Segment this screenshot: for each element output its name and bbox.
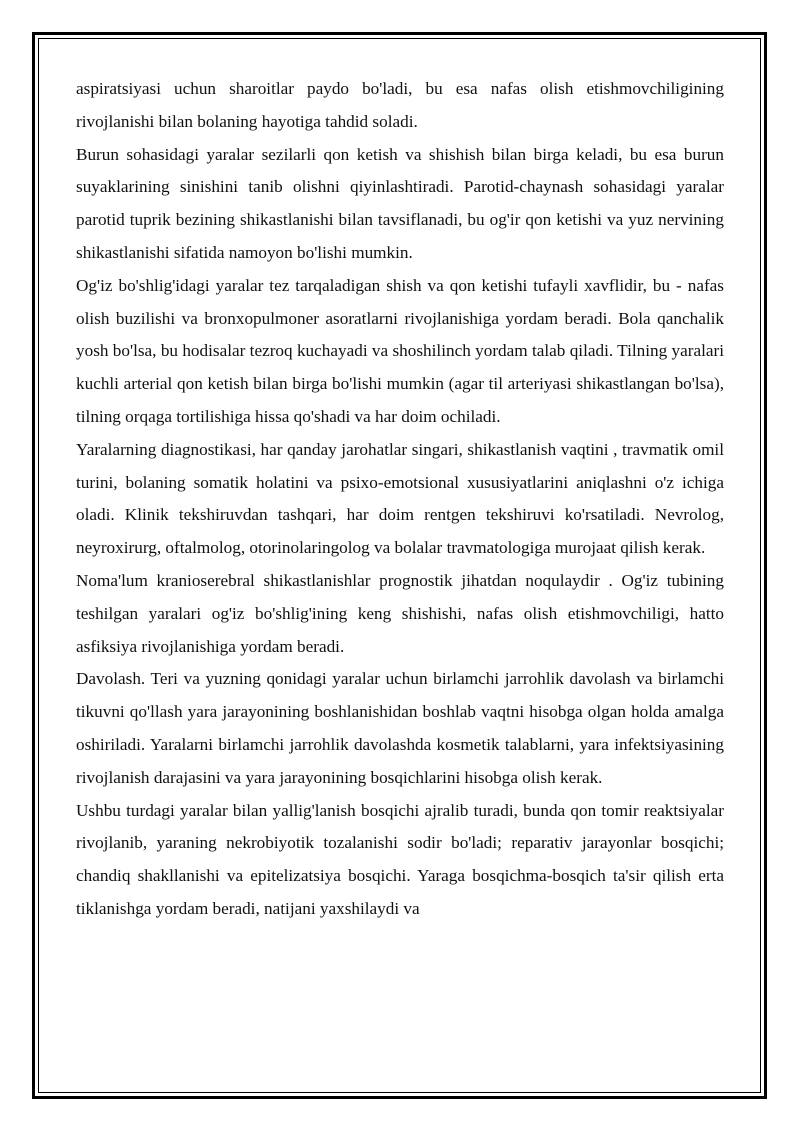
paragraph: aspiratsiyasi uchun sharoitlar paydo bo'ladi, bu esa nafas olish etishmovchiligining rivojlanishi bilan bolaning hayotiga tahdid soladi.	[76, 79, 724, 131]
paragraph: Yaralarning diagnostikasi, har qanday jarohatlar singari, shikastlanish vaqtini , travmatik omil turini, bolaning somatik holatini va psixo-emotsional xususiyatlarini aniqlashni o'z ichiga oladi. Klinik tekshiruvdan tashqari, har doim rentgen tekshiruvi ko'rsatiladi. Nevrolog, neyroxirurg, oftalmolog, otorinolaringolog va bolalar travmatologiga murojaat qilish kerak.	[76, 439, 724, 558]
paragraph: Burun sohasidagi yaralar sezilarli qon ketish va shishish bilan birga keladi, bu esa burun suyaklarining sinishini tanib olishni qiyinlashtiradi. Parotid-chaynash sohasidagi yaralar parotid tuprik bezining shikastlanishi bilan tavsiflanadi, bu og'ir qon ketishi va yuz nervining shikastlanishi sifatida namoyon bo'lishi mumkin.	[76, 144, 724, 262]
document-body	[76, 73, 724, 926]
paragraph: Ushbu turdagi yaralar bilan yallig'lanish bosqichi ajralib turadi, bunda qon tomir reaktsiyalar rivojlanib, yaraning nekrobiyotik tozalanishi sodir bo'ladi; reparativ jarayonlar bosqichi; chandiq shakllanishi va epitelizatsiya bosqichi. Yaraga bosqichma-bosqich ta'sir qilish erta tiklanishga yordam beradi, natijani yaxshilaydi va	[76, 800, 724, 918]
paragraph: Og'iz bo'shlig'idagi yaralar tez tarqaladigan shish va qon ketishi tufayli xavflidir, bu - nafas olish buzilishi va bronxopulmoner asoratlarni rivojlanishiga yordam beradi. Bola qanchalik yosh bo'lsa, bu hodisalar tezroq kuchayadi va shoshilinch yordam talab qiladi. Tilning yaralari kuchli arterial qon ketish bilan birga bo'lishi mumkin (agar til arteriyasi shikastlangan bo'lsa), tilning orqaga tortilishiga hissa qo'shadi va har doim ochiladi.	[76, 275, 724, 426]
paragraph: Noma'lum kranioserebral shikastlanishlar prognostik jihatdan noqulaydir . Og'iz tubining teshilgan yaralari og'iz bo'shlig'ining keng shishishi, nafas olish etishmovchiligi, hatto asfiksiya rivojlanishiga yordam beradi.	[76, 570, 724, 656]
paragraph: Davolash. Teri va yuzning qonidagi yaralar uchun birlamchi jarrohlik davolash va birlamchi tikuvni qo'llash yara jarayonining boshlanishidan boshlab vaqtni hisobga olgan holda amalga oshiriladi. Yaralarni birlamchi jarrohlik davolashda kosmetik talablarni, yara infektsiyasining rivojlanish darajasini va yara jarayonining bosqichlarini hisobga olish kerak.	[76, 669, 724, 787]
